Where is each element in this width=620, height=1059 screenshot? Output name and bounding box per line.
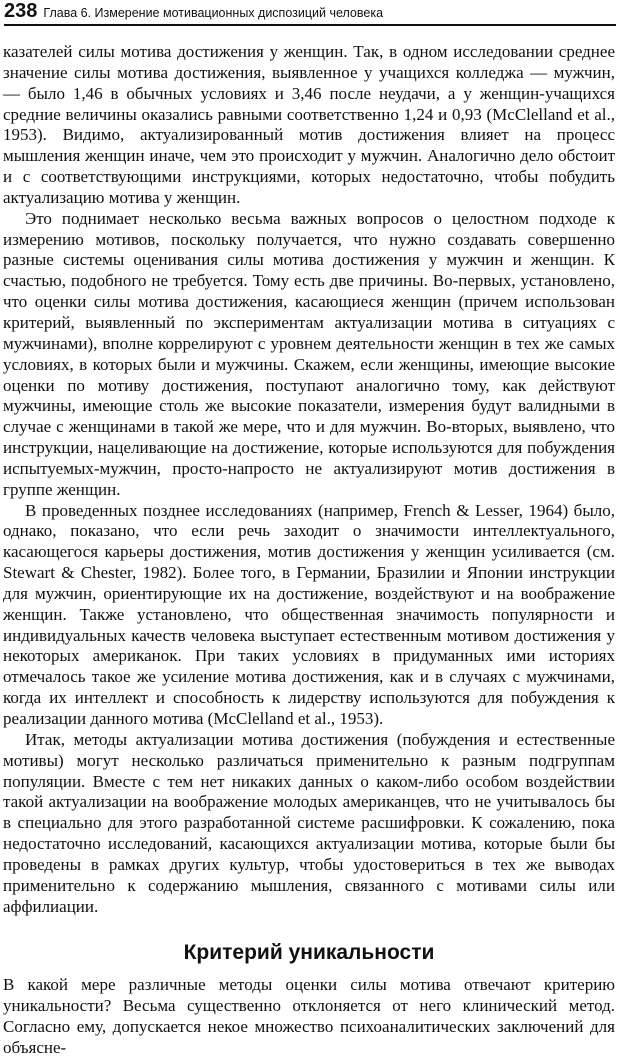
page-header [4,0,616,26]
page-number: 238 [4,0,38,22]
section-paragraph: В какой мере различные методы оценки силы мотива отвечают критерию уникальности? Весьма существенно отклоняется от него клинический метод. Согласно ему, допускается некое множество психоаналитических заключений для объясне- [3,975,615,1057]
paragraph-4: Итак, методы актуализации мотива достижения (побуждения и естественные мотивы) могут несколько различаться применительно к разным подгруппам популяции. Вместе с тем нет никаких данных о каком-либо особом воздействии такой актуализации на воображение молодых американцев, что не учитывалось бы в специально для этого разработанной системе расшифровки. К сожалению, пока недостаточно исследований, касающихся актуализации мотива, которые были бы проведены в рамках других культур, чтобы удостовериться в тех же выводах применительно к содержанию мышления, связанного с мотивами силы или аффилиации. [3,729,615,916]
section-heading: Критерий уникальности [183,941,435,965]
body-text [3,42,615,1059]
paragraph-2: Это поднимает несколько весьма важных вопросов о целостном подходе к измерению мотивов, поскольку получается, что нужно создавать совершенно разные системы оценивания силы мотива достижения у мужчин и женщин. К счастью, подобного не требуется. Тому есть две причины. Во-первых, установлено, что оценки силы мотива достижения, касающиеся женщин (причем использован критерий, выявленный по экспериментам актуализации мотива в ситуациях с мужчинами), вполне коррелируют с уровнем деятельности женщин в тех же самых условиях, в которых были и мужчины. Скажем, если женщины, имеющие высокие оценки по мотиву достижения, поступают аналогично тому, как действуют мужчины, имеющие столь же высокие показатели, измерения будут валидными в случае с женщинами в такой же мере, что и для мужчин. Во-вторых, выявлено, что инструкции, нацеливающие на достижение, которые используются для побуждения испытуемых-мужчин, просто-напросто не актуализируют мотив достижения в группе женщин. [3,208,615,499]
running-title: Глава 6. Измерение мотивационных диспозиций человека [43,6,384,20]
paragraph-1: казателей силы мотива достижения у женщин. Так, в одном исследовании среднее значение силы мотива достижения, выявленное у учащихся колледжа — мужчин, — было 1,46 в обычных условиях и 3,46 после неудачи, а у женщин-учащихся средние величины оказались равными соответственно 1,24 и 0,93 (McClelland et al., 1953). Видимо, актуализированный мотив достижения влияет на процесс мышления женщин иначе, чем это происходит у мужчин. Аналогично дело обстоит и с соответствующими инструкциями, которых недостаточно, чтобы побудить актуализацию мотива у женщин. [3,42,615,207]
paragraph-3: В проведенных позднее исследованиях (например, French & Lesser, 1964) было, однако, показано, что если речь заходит о значимости интеллектуального, касающегося карьеры достижения, мотив достижения у женщин усиливается (см. Stewart & Chester, 1982). Более того, в Германии, Бразилии и Японии инструкции для мужчин, ориентирующие их на достижение, воздействуют и на воображение женщин. Также установлено, что общественная значимость популярности и индивидуальных качеств человека выступает естественным мотивом достижения у некоторых американок. При таких условиях в придуманных ими историях отмечалось такое же усиление мотива достижения, как и в случаях с мужчинами, когда их интеллект и способность к лидерству используются для побуждения к реализации данного мотива (McClelland et al., 1953). [3,500,615,728]
